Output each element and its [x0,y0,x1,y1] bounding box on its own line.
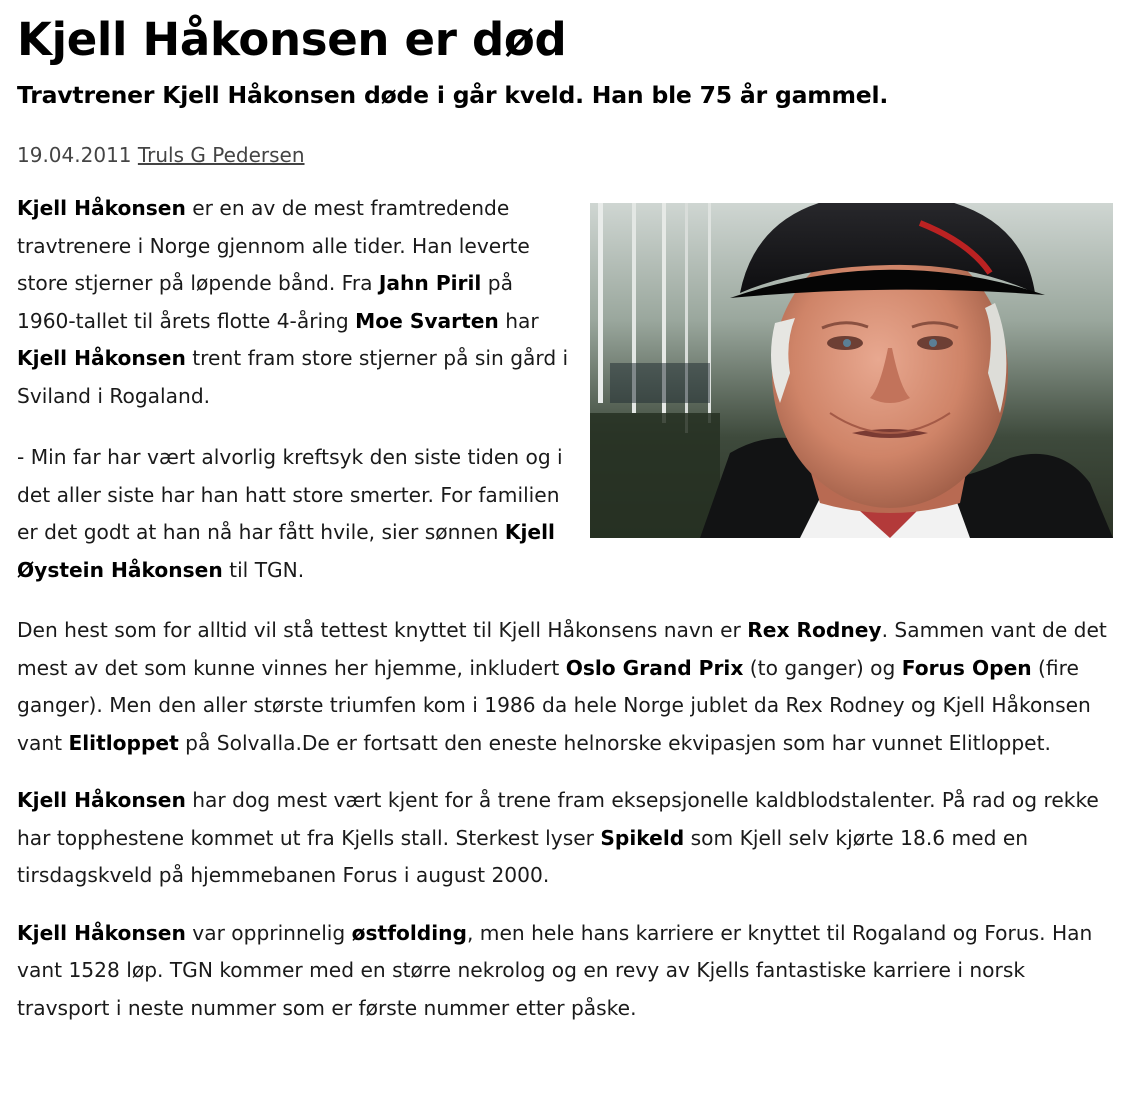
portrait-photo-icon [590,203,1113,538]
article-paragraph-5 [17,915,1113,1028]
bold-text: Spikeld [600,825,685,850]
body-text: er en av de mest framtredende travtrenere i Norge gjennom alle tider. Han leverte store stjerner på løpende bånd. Fra [17,196,530,295]
body-text: . Sammen vant de det mest av det som kunne vinnes her hjemme, inkludert [17,618,1107,680]
bold-text: Jahn Piril [378,271,482,295]
bold-text: østfolding [351,920,467,945]
article-paragraph-2 [17,439,577,589]
bold-text: Kjell Håkonsen [17,346,186,370]
article-subtitle: Travtrener Kjell Håkonsen døde i går kveld. Han ble 75 år gammel. [17,81,889,109]
article-title: Kjell Håkonsen er død [17,13,567,66]
bold-text: Elitloppet [68,730,179,755]
portrait-photo [590,203,1113,538]
publish-date: 19.04.2011 [17,143,132,167]
bold-text: Kjell Håkonsen [17,788,186,812]
body-text: har [498,308,539,333]
bold-text: Kjell Håkonsen [17,196,186,220]
bold-text: Forus Open [901,655,1032,680]
body-text: - Min far har vært alvorlig kreftsyk den siste tiden og i det aller siste har han hatt store smerter. For familien er det godt at han nå har fått hvile, sier sønnen [17,445,563,544]
article-paragraph-1 [17,190,577,415]
byline [17,142,1113,168]
body-text: som Kjell selv kjørte 18.6 med en tirsdagskveld på hjemmebanen Forus i august 2000. [17,825,1029,887]
bold-text: Rex Rodney [747,618,882,642]
bold-text: Oslo Grand Prix [565,655,744,680]
author-link[interactable]: Truls G Pedersen [137,143,305,167]
body-text: Den hest som for alltid vil stå tettest knyttet til Kjell Håkonsens navn er [17,618,748,642]
body-text: , men hele hans karriere er knyttet til Rogaland og Forus. Han vant 1528 løp. TGN kommer med en større nekrolog og en revy av Kjells fantastiske karriere i norsk travsport i neste nummer som er første nummer etter påske. [17,920,1093,1020]
body-text: på Solvalla.De er fortsatt den eneste helnorske ekvipasjen som har vunnet Elitloppet. [178,730,1051,755]
body-text: har dog mest vært kjent for å trene fram eksepsjonelle kaldblodstalenter. På rad og rekke har topphestene kommet ut fra Kjells stall. Sterkest lyser [17,788,1099,850]
bold-text: Kjell Håkonsen [17,920,186,945]
body-text: (fire ganger). Men den aller største triumfen kom i 1986 da hele Norge jublet da Rex Rodney og Kjell Håkonsen vant [17,655,1091,755]
body-text: på 1960-tallet til årets flotte 4-åring [17,271,513,333]
bold-text: Kjell Øystein Håkonsen [17,520,555,582]
body-text: til TGN. [222,557,305,582]
article-paragraph-3 [17,612,1113,762]
body-text: var opprinnelig [185,920,352,945]
article-paragraph-4 [17,782,1113,895]
body-text: (to ganger) og [743,655,902,680]
body-text: trent fram store stjerner på sin gård i Sviland i Rogaland. [17,346,569,408]
bold-text: Moe Svarten [355,308,499,333]
